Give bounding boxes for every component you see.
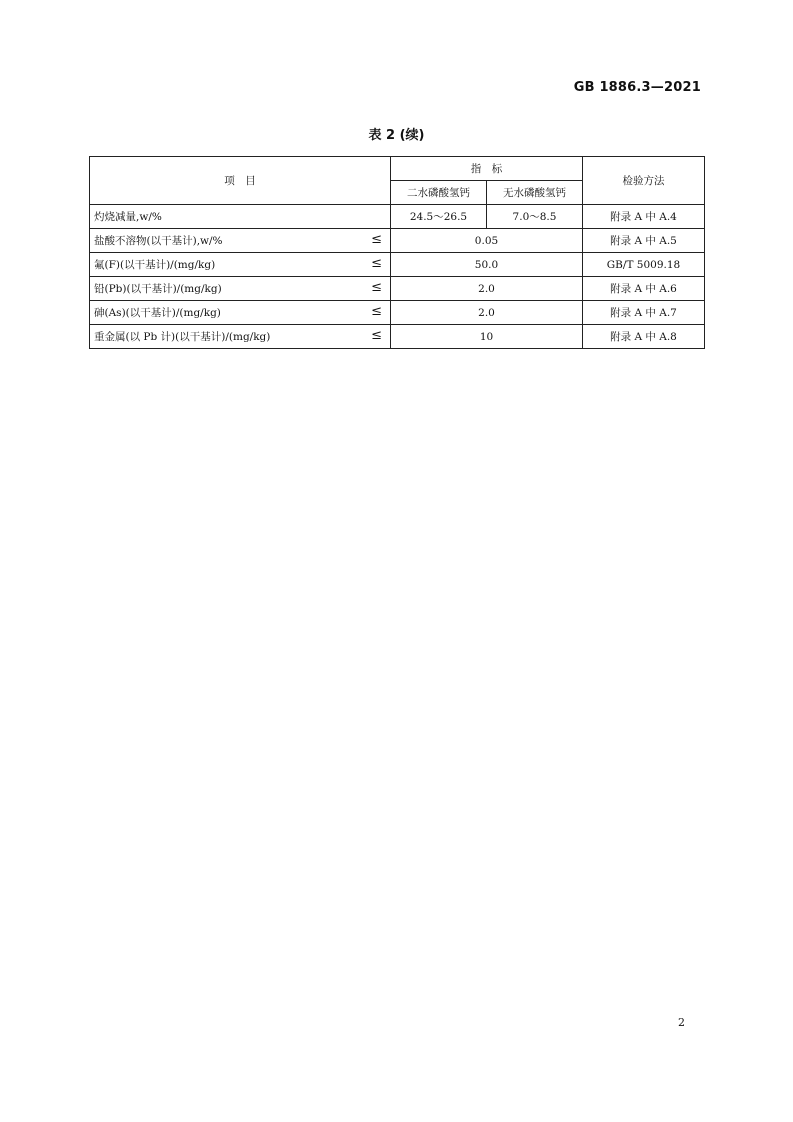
table-row	[90, 205, 705, 229]
row-value-anhydrous: 7.0～8.5	[487, 205, 583, 229]
leq-symbol: ≤	[371, 280, 382, 295]
row-item	[90, 205, 391, 229]
spec-table	[89, 156, 705, 349]
table-header-row	[90, 157, 705, 181]
table-row	[90, 229, 705, 253]
leq-symbol: ≤	[371, 304, 382, 319]
row-item	[90, 301, 391, 325]
row-value: 10	[391, 325, 583, 349]
row-value: 2.0	[391, 301, 583, 325]
row-item	[90, 253, 391, 277]
header-item: 项 目	[90, 157, 391, 205]
row-item-label: 砷(As)(以干基计)/(mg/kg)	[94, 307, 221, 319]
row-method: 附录 A 中 A.5	[583, 229, 705, 253]
header-method: 检验方法	[583, 157, 705, 205]
table-row	[90, 253, 705, 277]
leq-symbol: ≤	[371, 328, 382, 343]
row-method: 附录 A 中 A.6	[583, 277, 705, 301]
row-method: 附录 A 中 A.7	[583, 301, 705, 325]
row-method: 附录 A 中 A.8	[583, 325, 705, 349]
table-title: 表 2 (续)	[368, 128, 425, 143]
row-item-label: 灼烧减量,w/%	[94, 211, 162, 223]
row-item	[90, 277, 391, 301]
row-method: GB/T 5009.18	[583, 253, 705, 277]
leq-symbol: ≤	[371, 256, 382, 271]
row-value: 50.0	[391, 253, 583, 277]
standard-code: GB 1886.3—2021	[573, 80, 701, 95]
row-item	[90, 325, 391, 349]
header-anhydrous: 无水磷酸氢钙	[487, 181, 583, 205]
leq-symbol: ≤	[371, 232, 382, 247]
row-item-label: 氟(F)(以干基计)/(mg/kg)	[94, 259, 216, 271]
row-value: 2.0	[391, 277, 583, 301]
row-item-label: 重金属(以 Pb 计)(以干基计)/(mg/kg)	[94, 331, 271, 343]
row-item-label: 盐酸不溶物(以干基计),w/%	[94, 235, 223, 247]
row-method: 附录 A 中 A.4	[583, 205, 705, 229]
header-indicator: 指 标	[391, 157, 583, 181]
table-row	[90, 325, 705, 349]
row-value: 0.05	[391, 229, 583, 253]
table-row	[90, 277, 705, 301]
row-item	[90, 229, 391, 253]
row-value-dihydrate: 24.5～26.5	[391, 205, 487, 229]
row-item-label: 铅(Pb)(以干基计)/(mg/kg)	[94, 283, 222, 295]
page-number: 2	[678, 1016, 685, 1029]
header-dihydrate: 二水磷酸氢钙	[391, 181, 487, 205]
table-row	[90, 301, 705, 325]
